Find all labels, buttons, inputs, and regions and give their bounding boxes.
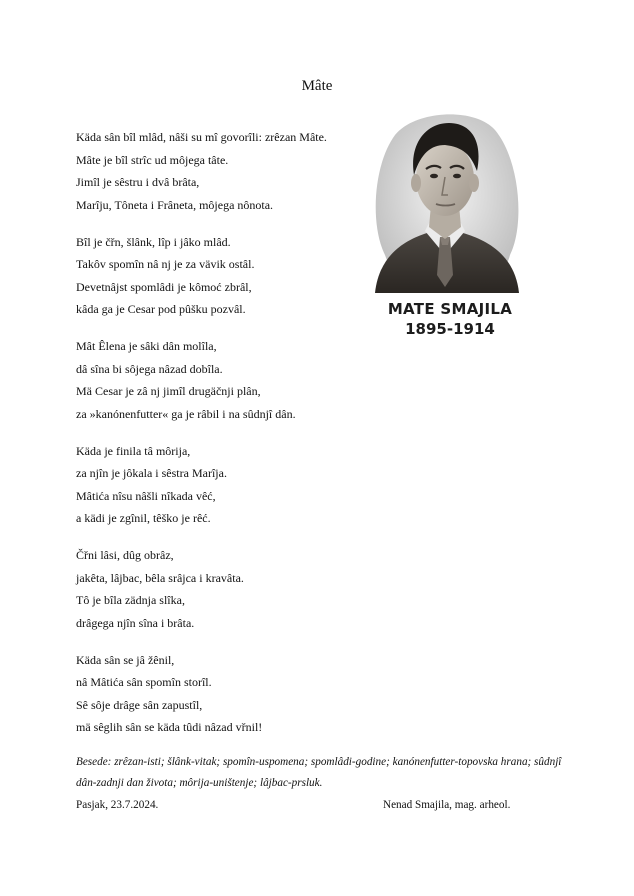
stanza-3 xyxy=(76,335,376,425)
poem-line: nâ Mâtića sân spomîn storîl. xyxy=(76,675,212,689)
poem-line: Mât Êlena je sâki dân molîla, xyxy=(76,339,217,353)
stanza-6 xyxy=(76,649,376,739)
stanza-4 xyxy=(76,440,376,530)
poem-line: Bîl je čřn, šlânk, lîp i jâko mlâd. xyxy=(76,234,231,249)
poem-line: Mâtića nîsu nâšli nîkada vêć, xyxy=(76,488,216,503)
place-date: Pasjak, 23.7.2024. xyxy=(76,799,159,811)
poem-line: Mä Cesar je zâ nj jimîl drugäčnji plân, xyxy=(76,384,261,398)
poem-line: Takôv spomîn nâ nj je za vävik ostâl. xyxy=(76,257,255,271)
poem-line: Käda je finila tâ môrija, xyxy=(76,443,191,458)
poem-line: mä sêglih sân se käda tûdi nâzad vřnil! xyxy=(76,720,263,734)
poem-line: Tô je bîla zädnja slîka, xyxy=(76,593,185,607)
portrait-years-caption: 1895-1914 xyxy=(405,320,495,338)
poem-line: Marîju, Tôneta i Frâneta, môjega nônota. xyxy=(76,197,274,212)
stanza-1 xyxy=(76,126,376,216)
poem-body xyxy=(76,126,376,753)
portrait-photo xyxy=(365,105,525,293)
poem-line: a kädi je zgînil, têško je rêć. xyxy=(76,511,211,525)
poem-line: Mâte je bîl strîc ud môjega tâte. xyxy=(76,152,229,167)
poem-line: Devetnâjst spomlâdi je kômoć zbrâl, xyxy=(76,279,252,294)
stanza-2 xyxy=(76,231,376,321)
poem-line: Käda sân bîl mlâd, nâši su mî govorîli: zrêzan Mâte. xyxy=(76,130,327,144)
poem-line: drâgega njîn sîna i brâta. xyxy=(76,615,195,630)
glossary-note: Besede: zrêzan-isti; šlânk-vitak; spomîn-uspomena; spomlâdi-godine; kanónenfutter-topovska hrana; sûdnjî dân-zadnji dan života; môrija-uništenje; lâjbac-prsluk. xyxy=(76,756,562,789)
poem-line: Käda sân se jâ žênil, xyxy=(76,652,175,667)
poem-line: kâda ga je Cesar pod pûšku pozvâl. xyxy=(76,302,246,316)
portrait-name-caption: MATE SMAJILA xyxy=(387,300,513,318)
poem-line: Sê sôje drâge sân zapustîl, xyxy=(76,697,203,712)
poem-title: Mâte xyxy=(301,78,333,94)
poem-line: jakêta, lâjbac, bêla srâjca i kravâta. xyxy=(76,570,244,585)
poem-line: za njîn je jôkala i sêstra Marîja. xyxy=(76,466,227,480)
poem-line: Čřni lâsi, dûg obrâz, xyxy=(76,548,174,562)
poem-line: Jimîl je sêstru i dvâ brâta, xyxy=(76,175,200,189)
author-signature: Nenad Smajila, mag. arheol. xyxy=(383,799,511,811)
poem-line: dâ sîna bi sôjega nâzad dobîla. xyxy=(76,361,223,376)
poem-line: za »kanónenfutter« ga je râbil i na sûdnjî dân. xyxy=(76,406,296,421)
stanza-5 xyxy=(76,544,376,634)
